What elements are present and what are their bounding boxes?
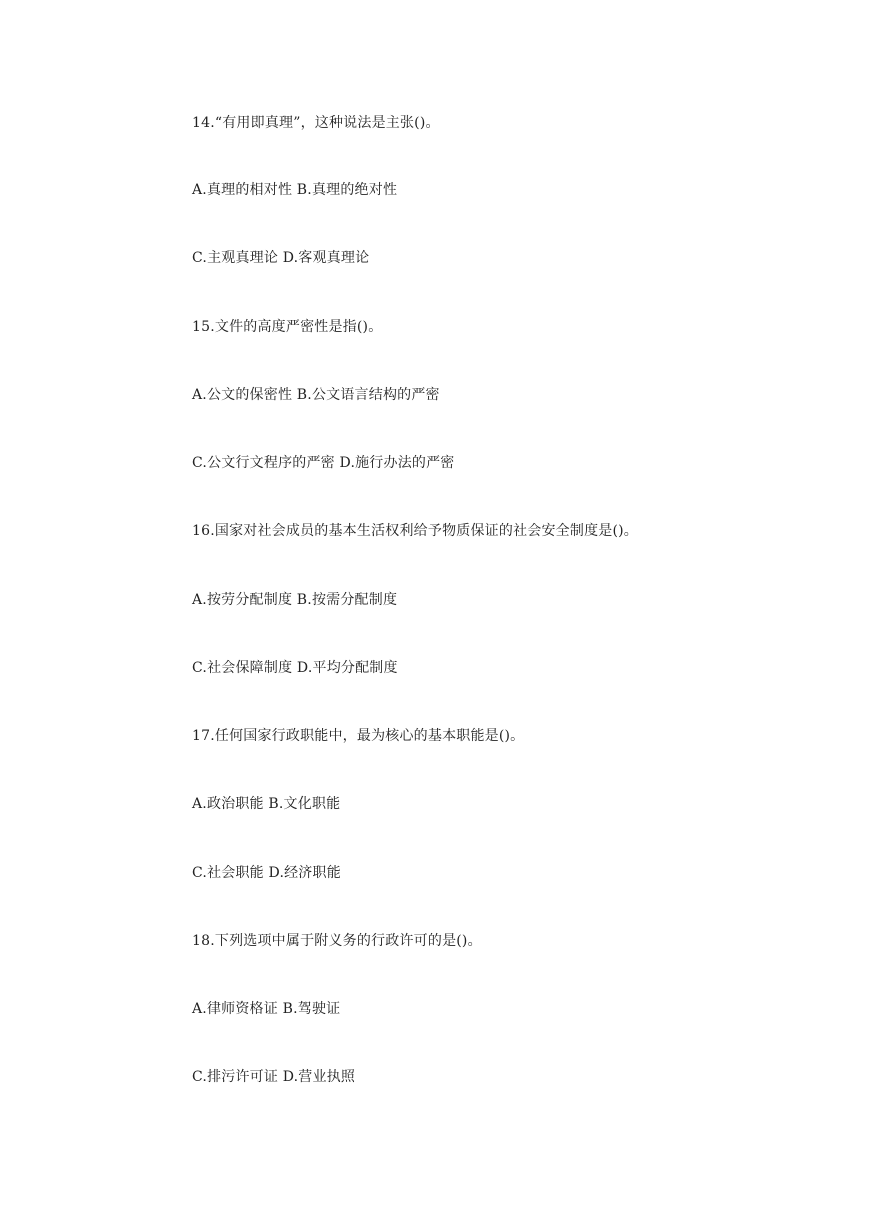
question-16-options-cd: C.社会保障制度 D.平均分配制度 [192, 660, 398, 676]
question-15-options-cd: C.公文行文程序的严密 D.施行办法的严密 [192, 455, 455, 471]
question-14-options-cd: C.主观真理论 D.客观真理论 [192, 250, 370, 266]
question-17-stem: 17.任何国家行政职能中，最为核心的基本职能是()。 [192, 728, 525, 744]
question-14-options-ab: A.真理的相对性 B.真理的绝对性 [192, 182, 398, 198]
question-16-options-ab: A.按劳分配制度 B.按需分配制度 [192, 592, 398, 608]
question-17-options-ab: A.政治职能 B.文化职能 [192, 796, 341, 812]
question-16-stem: 16.国家对社会成员的基本生活权利给予物质保证的社会安全制度是()。 [192, 523, 638, 539]
question-18-options-cd: C.排污许可证 D.营业执照 [192, 1069, 356, 1085]
question-15-options-ab: A.公文的保密性 B.公文语言结构的严密 [192, 387, 440, 403]
question-17-options-cd: C.社会职能 D.经济职能 [192, 865, 341, 881]
question-14-stem: 14.“有用即真理”，这种说法是主张()。 [192, 115, 440, 131]
question-18-options-ab: A.律师资格证 B.驾驶证 [192, 1001, 341, 1017]
question-18-stem: 18.下列选项中属于附义务的行政许可的是()。 [192, 933, 482, 949]
question-15-stem: 15.文件的高度严密性是指()。 [192, 319, 383, 335]
